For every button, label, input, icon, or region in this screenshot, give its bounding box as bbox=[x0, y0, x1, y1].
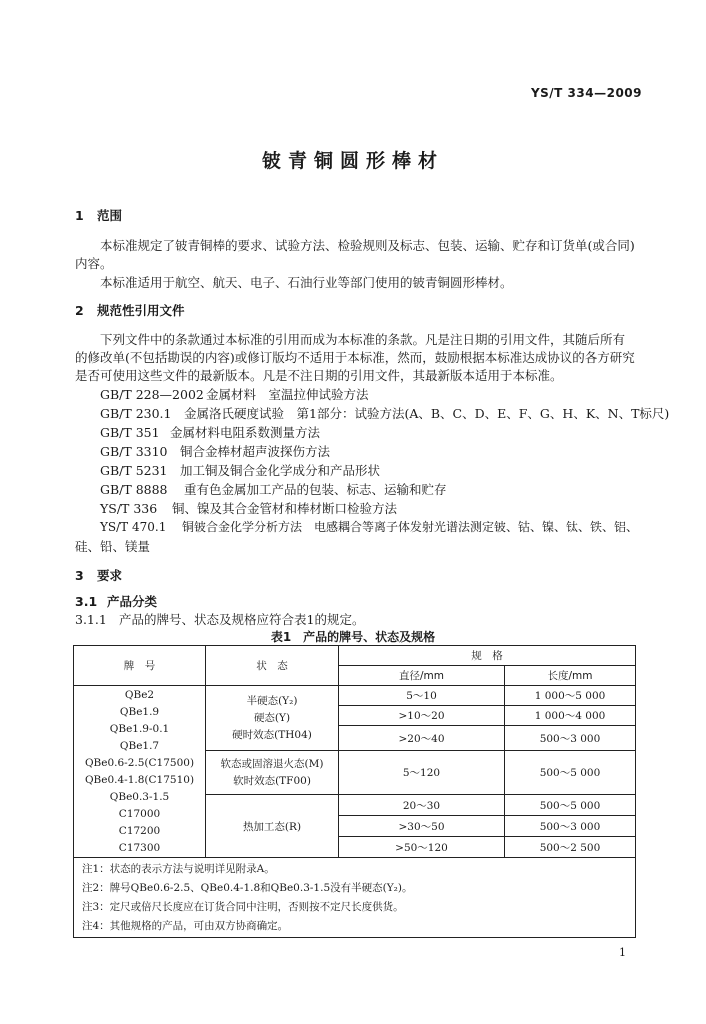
section-number: 1 bbox=[75, 208, 84, 223]
length-cell: 500～3 000 bbox=[505, 816, 636, 837]
grade-list-cell bbox=[74, 686, 206, 858]
header-state: 状 态 bbox=[206, 646, 339, 686]
subsection-3-1-heading bbox=[75, 592, 157, 610]
grade-item: QBe0.6-2.5(C17500) bbox=[84, 756, 195, 769]
reference-item bbox=[100, 442, 330, 460]
diameter-cell: 5～120 bbox=[339, 751, 505, 795]
clause-text: 产品的牌号、状态及规格应符合表1的规定。 bbox=[119, 612, 365, 627]
section-number: 3 bbox=[75, 568, 84, 583]
reference-item bbox=[100, 499, 397, 517]
diameter-cell: 5～10 bbox=[339, 686, 505, 706]
grade-item: QBe0.3-1.5 bbox=[109, 790, 170, 803]
diameter-cell: >20～40 bbox=[339, 726, 505, 751]
subsection-title: 产品分类 bbox=[107, 594, 158, 609]
clause-3-1-1 bbox=[75, 610, 364, 628]
table-1-caption: 表1 产品的牌号、状态及规格 bbox=[270, 630, 436, 644]
reference-title: 金属材料电阻系数测量方法 bbox=[170, 425, 321, 440]
refs-intro-line-3: 是否可使用这些文件的最新版本。凡是不注日期的引用文件，其最新版本适用于本标准。 bbox=[75, 368, 563, 383]
grade-item: QBe0.4-1.8(C17510) bbox=[84, 773, 195, 786]
subsection-number: 3.1 bbox=[75, 594, 98, 609]
reference-title: 金属洛氏硬度试验 第1部分：试验方法(A、B、C、D、E、F、G、H、K、N、T标尺) bbox=[184, 406, 670, 421]
reference-title: 加工铜及铜合金化学成分和产品形状 bbox=[180, 463, 381, 478]
refs-intro-line-2: 的修改单(不包括勘误的内容)或修订版均不适用于本标准，然而，鼓励根据本标准达成协议的各方研究 bbox=[75, 350, 635, 365]
header-length: 长度/mm bbox=[505, 666, 636, 686]
length-cell: 1 000～4 000 bbox=[505, 706, 636, 726]
section-2-heading bbox=[75, 301, 185, 319]
reference-code: GB/T 8888 bbox=[100, 482, 168, 497]
reference-code: GB/T 3310 bbox=[100, 444, 168, 459]
state-item: 硬态(Y) bbox=[253, 711, 291, 724]
table-note: 注2：牌号QBe0.6-2.5、QBe0.4-1.8和QBe0.3-1.5没有半硬态(Y₂)。 bbox=[82, 881, 413, 894]
reference-item bbox=[100, 404, 669, 422]
reference-item bbox=[100, 385, 369, 403]
state-cell: 热加工态(R) bbox=[206, 795, 339, 858]
section-3-heading bbox=[75, 566, 122, 584]
scope-paragraph-1-cont: 内容。 bbox=[75, 256, 113, 271]
grade-item: C17000 bbox=[118, 807, 161, 820]
reference-item-cont: 硅、铅、镁量 bbox=[75, 539, 151, 554]
reference-code: YS/T 336 bbox=[100, 501, 158, 516]
diameter-cell: >10～20 bbox=[339, 706, 505, 726]
length-cell: 500～5 000 bbox=[505, 795, 636, 816]
section-number: 2 bbox=[75, 303, 84, 318]
diameter-cell: >50～120 bbox=[339, 837, 505, 858]
clause-number: 3.1.1 bbox=[75, 612, 107, 627]
product-spec-table bbox=[73, 645, 636, 938]
reference-title: 铜、镍及其合金管材和棒材断口检验方法 bbox=[172, 501, 398, 516]
section-1-heading bbox=[75, 206, 122, 224]
header-diameter: 直径/mm bbox=[339, 666, 505, 686]
table-note: 注3：定尺或倍尺长度应在订货合同中注明，否则按不定尺长度供货。 bbox=[82, 900, 404, 913]
header-spec: 规 格 bbox=[339, 646, 636, 666]
length-cell: 500～2 500 bbox=[505, 837, 636, 858]
reference-title: 铜铍合金化学分析方法 电感耦合等离子体发射光谱法测定铍、钴、镍、钛、铁、铝、 bbox=[182, 520, 639, 534]
reference-item bbox=[100, 480, 447, 498]
reference-code: YS/T 470.1 bbox=[100, 520, 167, 534]
grade-item: C17200 bbox=[118, 824, 161, 837]
section-title: 要求 bbox=[97, 568, 123, 583]
table-note: 注1：状态的表示方法与说明详见附录A。 bbox=[82, 862, 275, 875]
diameter-cell: >30～50 bbox=[339, 816, 505, 837]
section-title: 规范性引用文件 bbox=[97, 303, 185, 318]
state-cell bbox=[206, 751, 339, 795]
header-grade: 牌 号 bbox=[74, 646, 206, 686]
page-number: 1 bbox=[619, 946, 626, 959]
grade-item: QBe1.7 bbox=[119, 739, 160, 752]
document-title: 铍青铜圆形棒材 bbox=[261, 150, 444, 172]
reference-code: GB/T 230.1 bbox=[100, 406, 172, 421]
grade-item: QBe1.9 bbox=[119, 705, 160, 718]
scope-paragraph-2: 本标准适用于航空、航天、电子、石油行业等部门使用的铍青铜圆形棒材。 bbox=[100, 275, 513, 290]
state-item: 软态或固溶退火态(M) bbox=[220, 757, 324, 770]
state-item: 半硬态(Y₂) bbox=[246, 694, 298, 707]
length-cell: 500～5 000 bbox=[505, 751, 636, 795]
reference-title: 重有色金属加工产品的包装、标志、运输和贮存 bbox=[184, 482, 447, 497]
diameter-cell: 20～30 bbox=[339, 795, 505, 816]
reference-code: GB/T 5231 bbox=[100, 463, 168, 478]
state-cell bbox=[206, 686, 339, 751]
reference-item bbox=[100, 423, 320, 441]
section-title: 范围 bbox=[97, 208, 123, 223]
reference-code: GB/T 351 bbox=[100, 425, 160, 440]
reference-item bbox=[100, 518, 638, 535]
table-note: 注4：其他规格的产品，可由双方协商确定。 bbox=[82, 919, 289, 932]
state-item: 软时效态(TF00) bbox=[233, 774, 311, 787]
standard-number: YS/T 334—2009 bbox=[530, 86, 642, 100]
grade-item: QBe2 bbox=[124, 688, 155, 701]
reference-title: 金属材料 室温拉伸试验方法 bbox=[206, 387, 369, 402]
reference-code: GB/T 228—2002 bbox=[100, 387, 204, 402]
state-item: 硬时效态(TH04) bbox=[232, 728, 312, 741]
refs-intro-line-1: 下列文件中的条款通过本标准的引用而成为本标准的条款。凡是注日期的引用文件，其随后所有 bbox=[100, 332, 626, 347]
table-notes-cell bbox=[74, 858, 636, 938]
reference-item bbox=[100, 461, 380, 479]
grade-item: C17300 bbox=[118, 841, 161, 854]
reference-title: 铜合金棒材超声波探伤方法 bbox=[180, 444, 331, 459]
length-cell: 1 000～5 000 bbox=[505, 686, 636, 706]
grade-item: QBe1.9-0.1 bbox=[109, 722, 170, 735]
length-cell: 500～3 000 bbox=[505, 726, 636, 751]
scope-paragraph-1: 本标准规定了铍青铜棒的要求、试验方法、检验规则及标志、包装、运输、贮存和订货单(或合同) bbox=[100, 238, 635, 253]
